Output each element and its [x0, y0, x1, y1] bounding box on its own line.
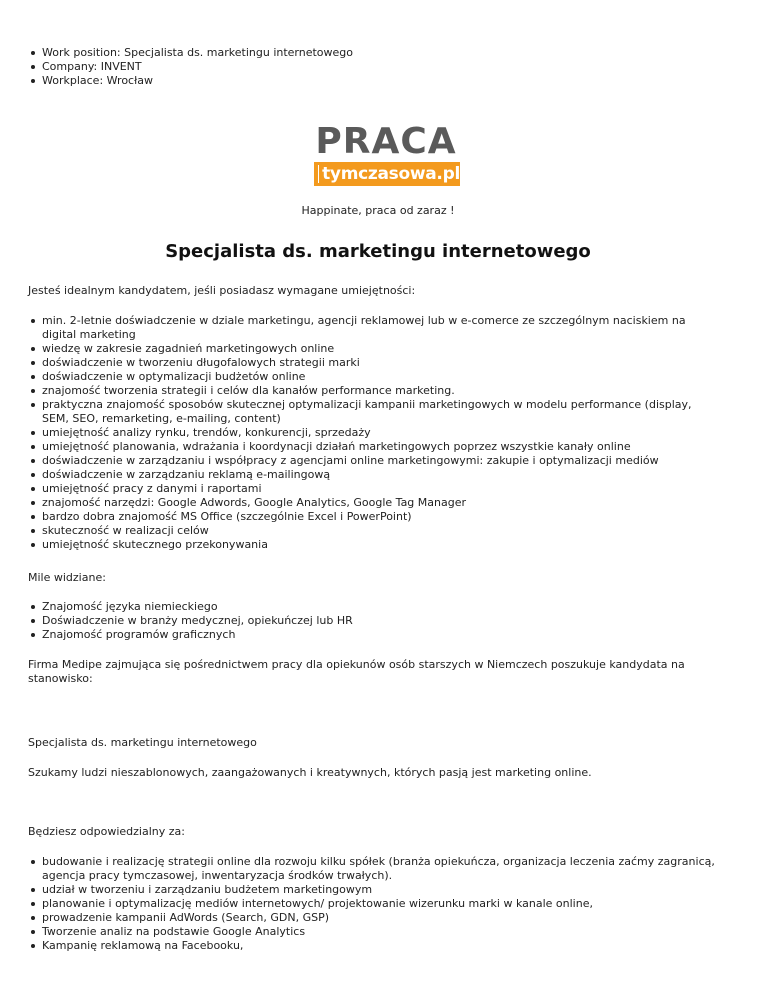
list-item: doświadczenie w tworzeniu długofalowych strategii marki: [28, 356, 718, 370]
logo-bar: [314, 162, 460, 186]
list-item: wiedzę w zakresie zagadnień marketingowych online: [28, 342, 718, 356]
page-title: Specjalista ds. marketingu internetowego: [165, 241, 591, 262]
list-item: Company: INVENT: [28, 60, 353, 74]
list-item: umiejętność analizy rynku, trendów, konkurencji, sprzedaży: [28, 426, 718, 440]
list-item: Tworzenie analiz na podstawie Google Analytics: [28, 925, 718, 939]
list-item: umiejętność pracy z danymi i raportami: [28, 482, 718, 496]
job-meta-list: [28, 46, 353, 88]
logo-bottom-text: tymczasowa.pl: [322, 164, 460, 184]
requirements-list: [28, 314, 718, 552]
list-item: Kampanię reklamową na Facebooku,: [28, 939, 718, 953]
position-name: Specjalista ds. marketingu internetowego: [28, 736, 257, 749]
list-item: Work position: Specjalista ds. marketingu internetowego: [28, 46, 353, 60]
list-item: znajomość narzędzi: Google Adwords, Google Analytics, Google Tag Manager: [28, 496, 718, 510]
tagline: Happinate, praca od zaraz !: [301, 204, 455, 217]
list-item: Workplace: Wrocław: [28, 74, 353, 88]
nice-to-have-heading: Mile widziane:: [28, 571, 106, 584]
list-item: Znajomość programów graficznych: [28, 628, 718, 642]
intro-text: Jesteś idealnym kandydatem, jeśli posiadasz wymagane umiejętności:: [28, 284, 416, 297]
company-description: Firma Medipe zajmująca się pośrednictwem pracy dla opiekunów osób starszych w Niemczech poszukuje kandydata na stanowisko:: [28, 658, 685, 685]
list-item: doświadczenie w optymalizacji budżetów online: [28, 370, 718, 384]
list-item: doświadczenie w zarządzaniu i współpracy z agencjami online marketingowymi: zakupie i optymalizacji mediów: [28, 454, 718, 468]
list-item: umiejętność planowania, wdrażania i koordynacji działań marketingowych poprzez wszystkie kanały online: [28, 440, 718, 454]
list-item: budowanie i realizację strategii online dla rozwoju kilku spółek (branża opiekuńcza, organizacja leczenia zaćmy zagranicą, agencja pracy tymczasowej, inwentaryzacja środków trwałych).: [28, 855, 718, 883]
responsibilities-heading: Będziesz odpowiedzialny za:: [28, 825, 185, 838]
list-item: praktyczna znajomość sposobów skutecznej optymalizacji kampanii marketingowych w modelu performance (display, SEM, SEO, remarketing, e-mailing, content): [28, 398, 718, 426]
nice-to-have-list: [28, 600, 718, 642]
logo-top-text: PRACA: [315, 121, 457, 162]
responsibilities-list: [28, 855, 718, 953]
list-item: Doświadczenie w branży medycznej, opiekuńczej lub HR: [28, 614, 718, 628]
praca-tymczasowa-logo: [312, 121, 460, 186]
list-item: znajomość tworzenia strategii i celów dla kanałów performance marketing.: [28, 384, 718, 398]
list-item: umiejętność skutecznego przekonywania: [28, 538, 718, 552]
list-item: Znajomość języka niemieckiego: [28, 600, 718, 614]
list-item: doświadczenie w zarządzaniu reklamą e-mailingową: [28, 468, 718, 482]
list-item: min. 2-letnie doświadczenie w dziale marketingu, agencji reklamowej lub w e-comerce ze szczególnym naciskiem na digital marketing: [28, 314, 718, 342]
list-item: prowadzenie kampanii AdWords (Search, GDN, GSP): [28, 911, 718, 925]
list-item: planowanie i optymalizację mediów internetowych/ projektowanie wizerunku marki w kanale online,: [28, 897, 718, 911]
seeking-text: Szukamy ludzi nieszablonowych, zaangażowanych i kreatywnych, których pasją jest marketing online.: [28, 766, 592, 779]
list-item: bardzo dobra znajomość MS Office (szczególnie Excel i PowerPoint): [28, 510, 718, 524]
list-item: udział w tworzeniu i zarządzaniu budżetem marketingowym: [28, 883, 718, 897]
list-item: skuteczność w realizacji celów: [28, 524, 718, 538]
